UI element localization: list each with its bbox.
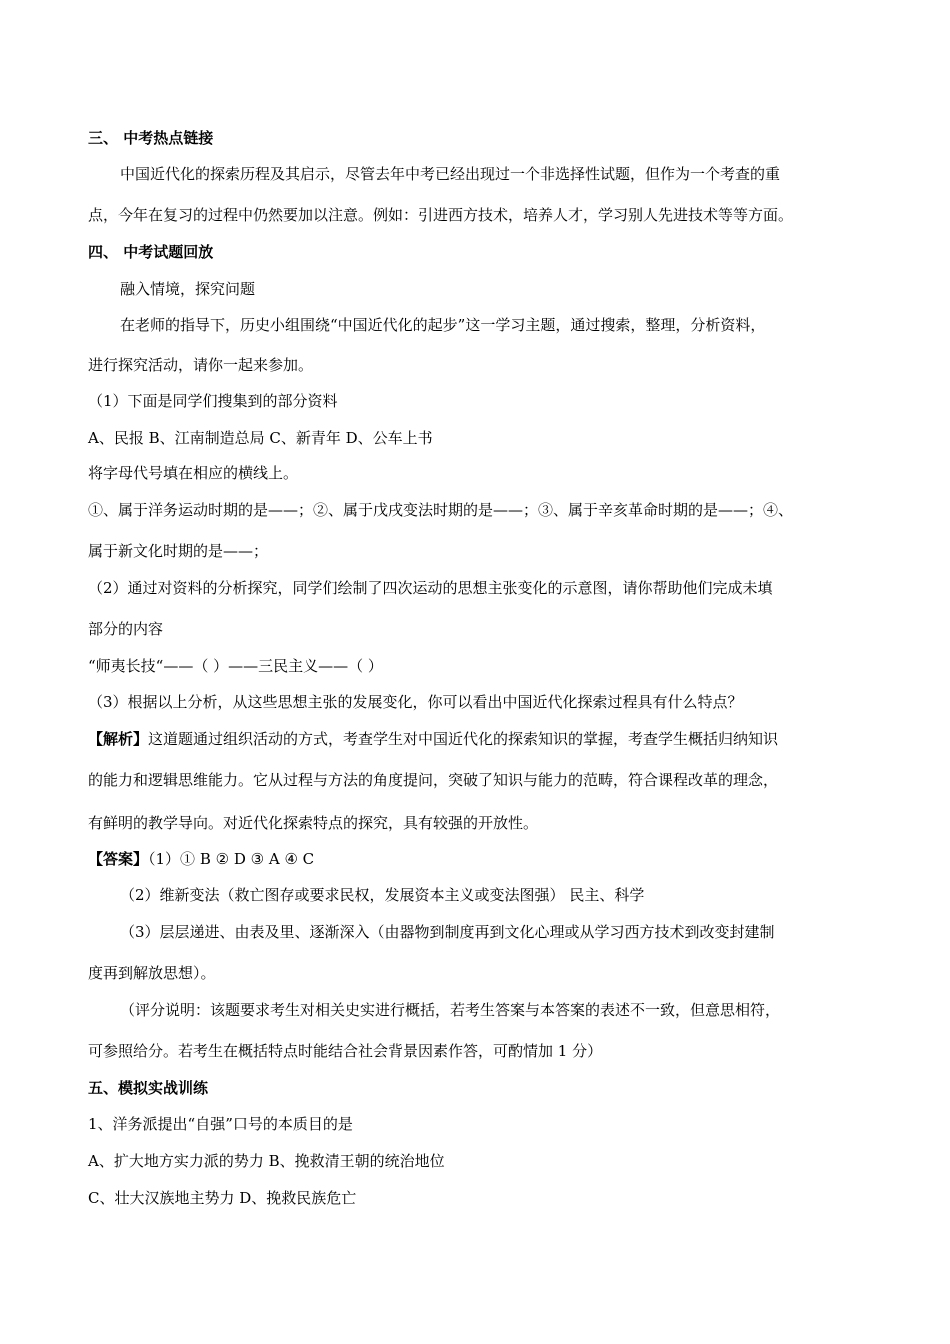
answer-line: 度再到解放思想）。 — [88, 964, 216, 982]
question-2: （2）通过对资料的分析探究，同学们绘制了四次运动的思想主张变化的示意图，请你帮助他们完成未填 — [88, 579, 773, 597]
answer-line — [88, 848, 314, 870]
analysis-line — [88, 728, 778, 750]
paragraph-line: 进行探究活动，请你一起来参加。 — [88, 356, 314, 374]
question-3: （3）根据以上分析，从这些思想主张的发展变化，你可以看出中国近代化探索过程具有什么特点？ — [88, 693, 743, 711]
chain-line: “师夷长技“——（ ）——三民主义——（ ） — [88, 657, 383, 675]
exercise-question: 1、洋务派提出“自强”口号的本质目的是 — [88, 1115, 353, 1133]
answer-line: （2）维新变法（救亡图存或要求民权，发展资本主义或变法图强） 民主、科学 — [120, 886, 645, 904]
exercise-options: C、壮大汉族地主势力 D、挽救民族危亡 — [88, 1189, 357, 1207]
exercise-options: A、扩大地方实力派的势力 B、挽救清王朝的统治地位 — [88, 1152, 445, 1170]
analysis-tag: 【解析】 — [88, 730, 149, 748]
paragraph-line: 在老师的指导下，历史小组围绕“中国近代化的起步”这一学习主题，通过搜索，整理，分析资料， — [120, 316, 766, 334]
paragraph-line: 点，今年在复习的过程中仍然要加以注意。例如：引进西方技术，培养人才，学习别人先进技术等等方面。 — [88, 206, 794, 224]
answer-tag: 【答案】 — [88, 850, 149, 868]
analysis-line: 的能力和逻辑思维能力。它从过程与方法的角度提问，突破了知识与能力的范畴，符合课程改革的理念， — [88, 771, 779, 789]
section-3-heading: 三、 中考热点链接 — [88, 129, 214, 147]
section-5-heading: 五、模拟实战训练 — [88, 1079, 209, 1097]
section-4-heading: 四、 中考试题回放 — [88, 243, 214, 261]
question-1: （1）下面是同学们搜集到的部分资料 — [88, 392, 338, 410]
answer-line: （3）层层递进、由表及里、逐渐深入（由器物到制度再到文化心理或从学习西方技术到改变封建制 — [120, 923, 775, 941]
question-2-cont: 部分的内容 — [88, 620, 164, 638]
paragraph-line: 中国近代化的探索历程及其启示，尽管去年中考已经出现过一个非选择性试题，但作为一个考查的重 — [120, 165, 781, 183]
note-line: 可参照给分。若考生在概括特点时能结合社会背景因素作答，可酌情加 1 分） — [88, 1042, 603, 1060]
instruction: 将字母代号填在相应的横线上。 — [88, 464, 299, 482]
analysis-text: 这道题通过组织活动的方式，考查学生对中国近代化的探索知识的掌握，考查学生概括归纳知识 — [148, 730, 779, 748]
answer-text: （1）① B ② D ③ A ④ C — [148, 850, 315, 868]
fill-line: 属于新文化时期的是——； — [88, 542, 269, 560]
note-line: （评分说明：该题要求考生对相关史实进行概括，若考生答案与本答案的表述不一致，但意思相符， — [120, 1001, 781, 1019]
fill-line: ①、属于洋务运动时期的是——；②、属于戊戌变法时期的是——；③、属于辛亥革命时期的是——；④、 — [88, 501, 794, 519]
options-line: A、民报 B、江南制造总局 C、新青年 D、公车上书 — [88, 429, 433, 447]
paragraph-line: 融入情境，探究问题 — [120, 280, 256, 298]
analysis-line: 有鲜明的教学导向。对近代化探索特点的探究，具有较强的开放性。 — [88, 814, 539, 832]
